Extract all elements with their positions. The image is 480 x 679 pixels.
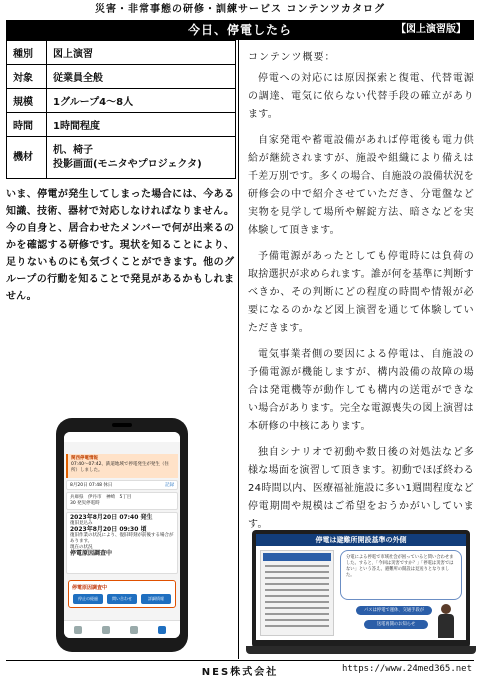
phone-alert-banner (66, 454, 178, 478)
phone-notch (112, 423, 132, 427)
spec-key: 時間 (7, 113, 47, 137)
spec-value (47, 137, 236, 179)
home-icon[interactable] (74, 626, 82, 634)
spec-row-target (7, 65, 236, 89)
website-link[interactable]: https://www.24med365.net (341, 664, 472, 674)
phone-bottom-nav (64, 620, 180, 638)
slide-pill-1: パスは停電で運休、交通手段が (356, 606, 432, 615)
inquiry-button[interactable]: 問い合わせ (107, 594, 137, 604)
info-icon[interactable] (102, 626, 110, 634)
account-icon[interactable] (158, 626, 166, 634)
title-bar (6, 20, 474, 40)
spec-row-time (7, 113, 236, 137)
spec-table (6, 40, 236, 179)
location-text: 兵庫県 伊丹市 神崎 5丁目 (70, 495, 132, 500)
phone-status-bar (64, 432, 180, 442)
spec-value: 1グループ4～8人 (47, 89, 236, 113)
alert-text: 07:40～07:42、鉄道地域で停電発生が発生（住所）しました。 (71, 462, 169, 473)
spec-key: 種別 (7, 41, 47, 65)
paragraph: 自家発電や蓄電設備があれば停電後も電力供給が継続されますが、施設や組織により備えは千差万別です。多くの場合、自施設の設備状況を研修会の中で紹介させていただき、分電盤など実物を見学して場所や解錠方法、暗さなどを実体験して頂きます。 (248, 135, 474, 236)
footer-rule (6, 660, 474, 661)
laptop-base (246, 646, 476, 654)
laptop-image (252, 530, 470, 658)
slide-speech-bubble: 分電による停電で市域社会が困っていると問い合わせました。すると、「今回は災害ですか？」「停電は災害ではない」という答え。避難所の開設は見送りとなりました。 (340, 550, 462, 600)
equipment-line: 机、椅子 (53, 144, 93, 156)
spec-key: 規模 (7, 89, 47, 113)
paragraph: 予備電源があったとしても停電時には負荷の取捨選択が求められます。誰が何を基準に判断すべきか、その判断にどの程度の時間や情報が必要になるのかなど図上演習を通じて体験していただきます。 (248, 251, 474, 334)
recover-time: 2023年8月20日 09:30 頃 (70, 526, 147, 533)
column-divider (238, 40, 239, 659)
presenter-figure-icon (436, 604, 456, 638)
phone-status-box (68, 580, 176, 608)
phone-meta-row (66, 480, 178, 490)
laptop-screen (256, 534, 466, 640)
status-label: 現在の状況 (70, 545, 93, 550)
spec-key: 機材 (7, 137, 47, 179)
intro-text: いま、停電が発生してしまった場合には、今ある知識、技術、器材で対応しなければなりません。今の自身と、居合わせたメンバーで何が出来るのかを確認する研修です。現状を知ることにより、足りないものにも気づくことができます。他のグループの行動を知ることで発見があるかもしれません。 (6, 189, 234, 302)
meta-line: 8月20日 07:48 休日 (70, 483, 113, 488)
alert-title: 関西停電情報 (71, 456, 98, 461)
slide-document-thumbnail (260, 550, 334, 636)
map-icon[interactable] (130, 626, 138, 634)
title-tag: 【図上演習版】 (396, 24, 466, 35)
spec-key: 対象 (7, 65, 47, 89)
content-title: コンテンツ概要： (248, 52, 336, 63)
bell-icon: 記録 (165, 483, 174, 488)
spec-row-scale (7, 89, 236, 113)
paragraph: 独自シナリオで初動や数日後の対処法など多様な場面を演習して頂きます。初動でほぼ終わる24時間以内、医療福祉施設に多い1週間程度など停電期間や規模はご希望をおうかがいしています。 (248, 447, 474, 530)
page-title: 今日、停電したら (187, 23, 292, 37)
paragraph: 電気事業者側の要因による停電は、自施設の予備電源が機能しますが、構内設備の故障の場合は発電機等が動作しても構内の送電ができない場合があります。完全な電源喪失の図上演習は本研修の中核にあります。 (248, 349, 474, 432)
location-subtitle: 30 発災停電時 (70, 501, 100, 506)
spec-value: 従業員全般 (47, 65, 236, 89)
phone-detail-card (66, 512, 178, 574)
smartphone-image (56, 418, 188, 652)
phone-screen (64, 432, 180, 638)
status-text: 停電原因調査中 (70, 550, 113, 557)
company-name: NES株式会社 (201, 667, 279, 678)
content-body (248, 70, 474, 542)
progress-button[interactable]: 停止の経過 (73, 594, 103, 604)
phone-location-row (66, 492, 178, 510)
status-box-label: 停電原因調査中 (72, 585, 108, 591)
spec-row-type (7, 41, 236, 65)
spec-value: 図上演習 (47, 41, 236, 65)
occurred-time: 2023年8月20日 07:40 発生 (70, 514, 153, 521)
slide-pill-2: 送電再開のお知らせ (364, 620, 428, 629)
recover-note: 復旧作業の状況により、復旧時刻が前後する場合があります。 (70, 533, 174, 544)
spec-row-equipment (7, 137, 236, 179)
paragraph: 停電への対応には原因探索と復電、代替電源の調達、電気に依らない代替手段の確立があります。 (248, 73, 474, 120)
spec-value: 1時間程度 (47, 113, 236, 137)
catalog-header: 災害・非常事態の研修・訓練サービス コンテンツカタログ (95, 4, 385, 15)
laptop-lid (252, 530, 470, 648)
recover-label: 復旧見込み (70, 521, 93, 526)
slide-header: 停電は避難所開設基準の外側 (256, 534, 466, 546)
details-button[interactable]: 詳細情報 (141, 594, 171, 604)
equipment-line: 投影画面(モニタやプロジェクタ) (53, 158, 202, 170)
